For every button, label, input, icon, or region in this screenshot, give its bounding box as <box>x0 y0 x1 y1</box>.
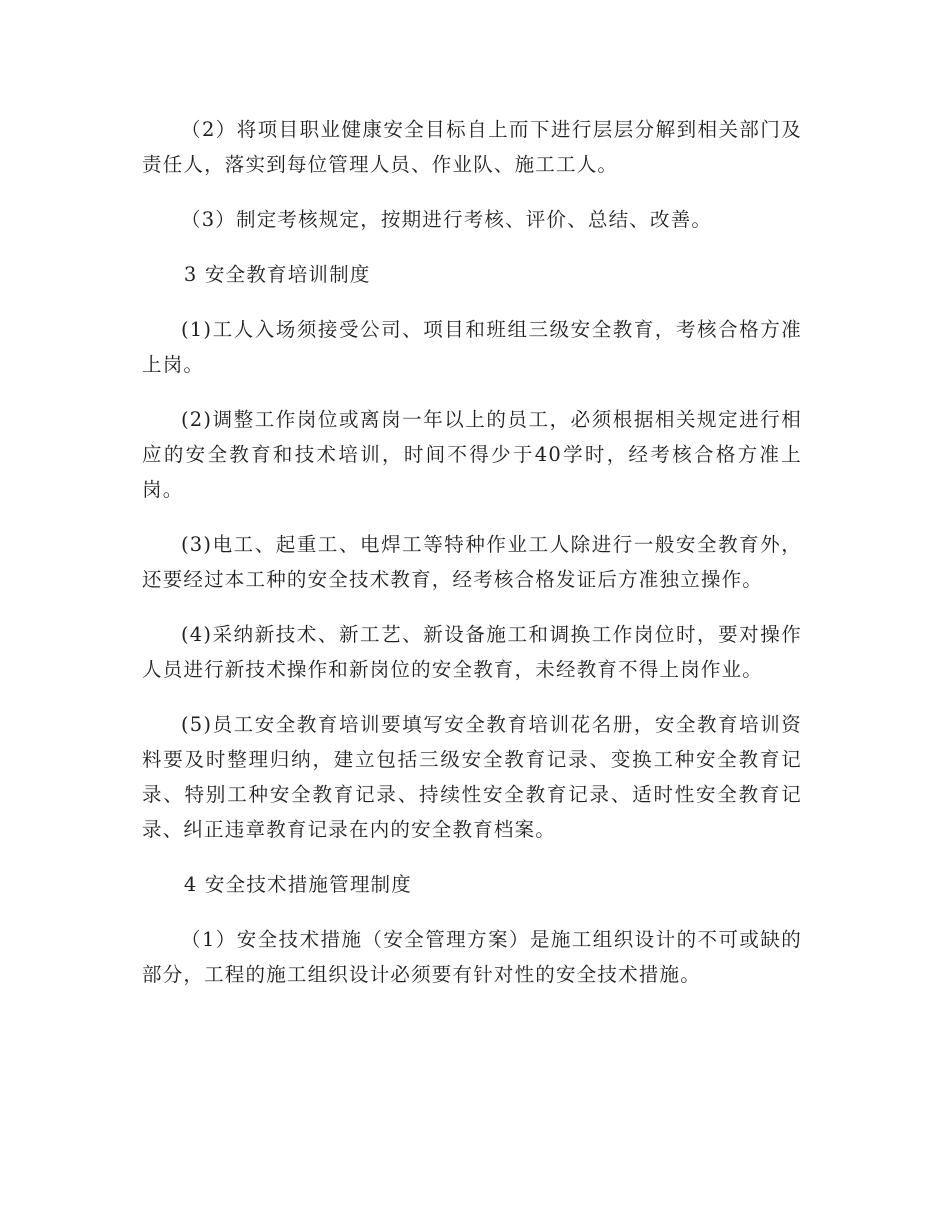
section-heading-technical-measures: 4 安全技术措施管理制度 <box>183 873 412 896</box>
paragraph-three-level-education: (1)工人入场须接受公司、项目和班组三级安全教育，考核合格方准上岗。 <box>142 318 802 376</box>
paragraph-technical-measures: （1）安全技术措施（安全管理方案）是施工组织设计的不可或缺的部分，工程的施工组织设计必须要有针对性的安全技术措施。 <box>142 928 802 986</box>
paragraph-job-change-training: (2)调整工作岗位或离岗一年以上的员工，必须根据相关规定进行相应的安全教育和技术培训，时间不得少于40学时，经考核合格方准上岗。 <box>142 408 802 501</box>
paragraph-special-operations: (3)电工、起重工、电焊工等特种作业工人除进行一般安全教育外，还要经过本工种的安全技术教育，经考核合格发证后方准独立操作。 <box>142 533 802 591</box>
document-body <box>142 112 802 1012</box>
paragraph-new-technology-education: (4)采纳新技术、新工艺、新设备施工和调换工作岗位时，要对操作人员进行新技术操作和新岗位的安全教育，未经教育不得上岗作业。 <box>142 623 802 681</box>
section-heading-safety-education: 3 安全教育培训制度 <box>183 263 371 286</box>
paragraph-education-records: (5)员工安全教育培训要填写安全教育培训花名册，安全教育培训资料要及时整理归纳，建立包括三级安全教育记录、变换工种安全教育记录、特别工种安全教育记录、持续性安全教育记录、适时性安全教育记录、纠正违章教育记录在内的安全教育档案。 <box>142 713 802 841</box>
paragraph-target-decomposition: （2）将项目职业健康安全目标自上而下进行层层分解到相关部门及责任人，落实到每位管理人员、作业队、施工工人。 <box>142 118 802 176</box>
paragraph-assessment-rules: （3）制定考核规定，按期进行考核、评价、总结、改善。 <box>181 208 713 231</box>
